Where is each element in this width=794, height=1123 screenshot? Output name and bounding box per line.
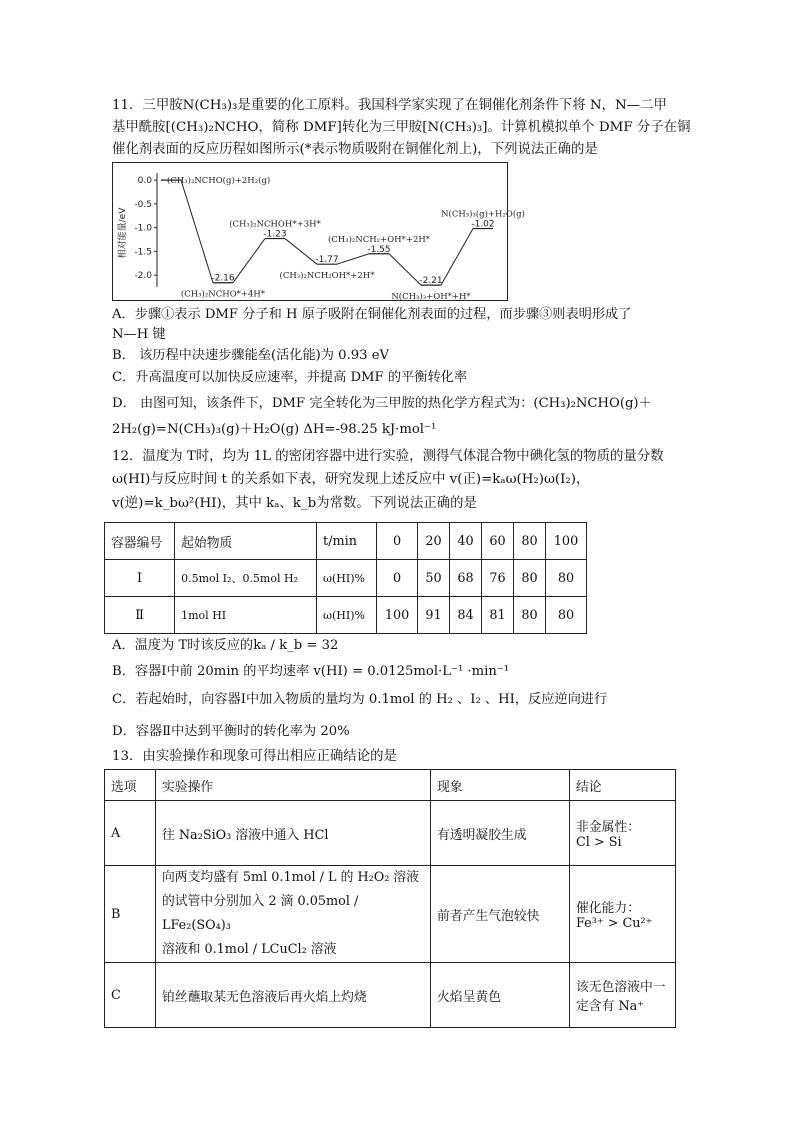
y-tick-label: 0.0: [137, 176, 152, 187]
energy-profile-chart: [112, 162, 525, 303]
q11-stem-line1: 11．三甲胺N(CH₃)₃是重要的化工原料。我国科学家实现了在铜催化剂条件下将 N，N—二甲: [112, 98, 667, 113]
table-cell: 50: [418, 560, 450, 597]
operation-cell: [156, 963, 431, 1028]
q12-option-c: C．若起始时，向容器Ⅰ中加入物质的量均为 0.1mol 的 H₂ 、I₂ 、HI，反应逆向进行: [112, 692, 608, 707]
header-cell: 20: [418, 523, 450, 560]
q11-option-a-line1: A．步骤①表示 DMF 分子和 H 原子吸附在铜催化剂表面的过程，而步骤③则表明形成了: [112, 307, 632, 322]
q11-option-d-line1: D． 由图可知，该条件下，DMF 完全转化为三甲胺的热化学方程式为：(CH₃)₂NCHO(g)＋: [112, 396, 652, 411]
conclusion-cell: [570, 801, 676, 866]
connector-line: [441, 229, 473, 286]
phenomenon-cell: 前者产生气泡较快: [431, 866, 570, 963]
header-cell: 结论: [570, 770, 676, 801]
table-row: [105, 560, 587, 597]
q13-stem: 13．由实验操作和现象可得出相应正确结论的是: [112, 749, 397, 764]
q12-stem-line2: ω(HI)与反应时间 t 的关系如下表，研究发现上述反应中 v(正)=kₐω(H₂)ω(I₂)，: [112, 472, 590, 487]
phenomenon-cell: 火焰呈黄色: [431, 963, 570, 1028]
species-label: (CH₃)₂NCHO*+4H*: [180, 289, 266, 300]
conclusion-text: 催化能力：: [576, 901, 640, 916]
table-row: [105, 866, 676, 963]
conclusion-cell: [570, 963, 676, 1028]
q11-stem-line3: 催化剂表面的反应历程如图所示(*表示物质吸附在铜催化剂上)，下列说法正确的是: [112, 142, 598, 157]
table-cell: Ⅱ: [105, 597, 175, 634]
table-cell: ω(HI)%: [317, 597, 377, 634]
connector-line: [285, 239, 317, 265]
table-cell: 80: [514, 597, 546, 634]
y-tick-label: -2.0: [134, 271, 152, 282]
species-label: (CH₃)₂NCHO(g)+2H₂(g): [167, 176, 271, 187]
q12-data-table: [104, 522, 587, 634]
table-cell: 80: [546, 560, 587, 597]
header-cell: 现象: [431, 770, 570, 801]
q13-experiment-table: [104, 769, 676, 1028]
q12-stem-line1: 12．温度为 T时，均为 1L 的密闭容器中进行实验，测得气体混合物中碘化氢的物质的量分数: [112, 449, 664, 464]
y-tick-label: -1.5: [134, 247, 152, 258]
q11-option-a-line2: N—H 键: [112, 327, 166, 342]
conclusion-text: 定含有 Na⁺: [576, 999, 645, 1014]
q11-option-c: C．升高温度可以加快反应速率，并提高 DMF 的平衡转化率: [112, 370, 468, 385]
conclusion-cell: [570, 866, 676, 963]
q11-option-b: B． 该历程中决速步骤能垒(活化能)为 0.93 eV: [112, 348, 390, 363]
header-cell: t/min: [317, 523, 377, 560]
y-tick-label: -1.0: [134, 223, 152, 234]
header-cell: 0: [377, 523, 418, 560]
table-cell: 100: [377, 597, 418, 634]
table-row: [105, 963, 676, 1028]
connector-line: [389, 254, 421, 285]
table-cell: 1mol HI: [175, 597, 317, 634]
energy-value-label: -1.77: [315, 255, 339, 266]
table-cell: ω(HI)%: [317, 560, 377, 597]
header-cell: 起始物质: [175, 523, 317, 560]
header-cell: 80: [514, 523, 546, 560]
table-cell: 91: [418, 597, 450, 634]
conclusion-text: 非金属性：: [576, 820, 640, 835]
species-label: N(CH₃)₃+OH*+H*: [391, 292, 471, 303]
table-cell: Ⅰ: [105, 560, 175, 597]
table-row: [105, 801, 676, 866]
header-cell: 60: [482, 523, 514, 560]
connector-line: [233, 239, 265, 283]
energy-value-label: -2.21: [419, 276, 443, 287]
q11-option-d-line2: 2H₂(g)=N(CH₃)₃(g)＋H₂O(g) ΔH=-98.25 kJ·mol⁻¹: [112, 422, 437, 437]
conclusion-text: Cl > Si: [576, 835, 622, 850]
header-cell: 100: [546, 523, 587, 560]
header-cell: 40: [450, 523, 482, 560]
table-cell: 76: [482, 560, 514, 597]
y-axis-label: 相对能量/eV: [118, 207, 128, 259]
y-tick-label: -0.5: [134, 199, 152, 210]
table-cell: 84: [450, 597, 482, 634]
option-cell: B: [105, 866, 156, 963]
operation-cell: [156, 866, 431, 963]
connector-line: [181, 180, 213, 283]
table-cell: 80: [514, 560, 546, 597]
energy-value-label: -2.16: [211, 273, 235, 284]
operation-text: 向两支均盛有 5ml 0.1mol / L 的 H₂O₂ 溶液: [162, 870, 420, 885]
operation-text: 铂丝蘸取某无色溶液后再火焰上灼烧: [162, 989, 367, 1005]
energy-value-label: -1.55: [367, 244, 391, 255]
connector-line: [337, 254, 369, 264]
q11-stem-line2: 基甲酰胺[(CH₃)₂NCHO，简称 DMF]转化为三甲胺[N(CH₃)₃]。计算机模拟单个 DMF 分子在铜: [112, 120, 691, 135]
table-cell: 0.5mol I₂、0.5mol H₂: [175, 560, 317, 597]
table-header-row: [105, 523, 587, 560]
header-cell: 选项: [105, 770, 156, 801]
species-label: (CH₃)₂NCH₂+OH*+2H*: [327, 234, 431, 245]
operation-text: 的试管中分别加入 2 滴 0.05mol / LFe₂(SO₄)₃: [162, 894, 359, 933]
species-label: (CH₃)₂NCHOH*+3H*: [229, 219, 321, 230]
option-cell: C: [105, 963, 156, 1028]
table-cell: 68: [450, 560, 482, 597]
q12-option-b: B．容器Ⅰ中前 20min 的平均速率 v(HI) = 0.0125mol·L⁻¹ ·min⁻¹: [112, 664, 510, 679]
header-cell: 容器编号: [105, 523, 175, 560]
species-label: N(CH₃)₃(g)+H₂O(g): [441, 209, 525, 220]
table-cell: 0: [377, 560, 418, 597]
header-cell: 实验操作: [156, 770, 431, 801]
energy-value-label: -1.23: [263, 229, 287, 240]
q12-stem-line3: v(逆)=k_bω²(HI)，其中 kₐ、k_b为常数。下列说法正确的是: [112, 496, 477, 511]
q12-option-d: D．容器Ⅱ中达到平衡时的转化率为 20%: [112, 724, 350, 739]
operation-text: 溶液和 0.1mol / LCuCl₂ 溶液: [162, 942, 337, 957]
conclusion-text: Fe³⁺ > Cu²⁺: [576, 916, 653, 931]
table-cell: 80: [546, 597, 587, 634]
species-label: (CH₃)₂NCH₂OH*+2H*: [279, 271, 375, 282]
energy-value-label: -1.02: [471, 219, 495, 230]
operation-cell: [156, 801, 431, 866]
operation-text: 往 Na₂SiO₃ 溶液中通入 HCl: [162, 827, 329, 843]
table-cell: 81: [482, 597, 514, 634]
option-cell: A: [105, 801, 156, 866]
table-header-row: [105, 770, 676, 801]
phenomenon-cell: 有透明凝胶生成: [431, 801, 570, 866]
table-row: [105, 597, 587, 634]
conclusion-text: 该无色溶液中一: [576, 980, 666, 995]
q12-option-a: A．温度为 T时该反应的kₐ / k_b = 32: [112, 638, 339, 653]
